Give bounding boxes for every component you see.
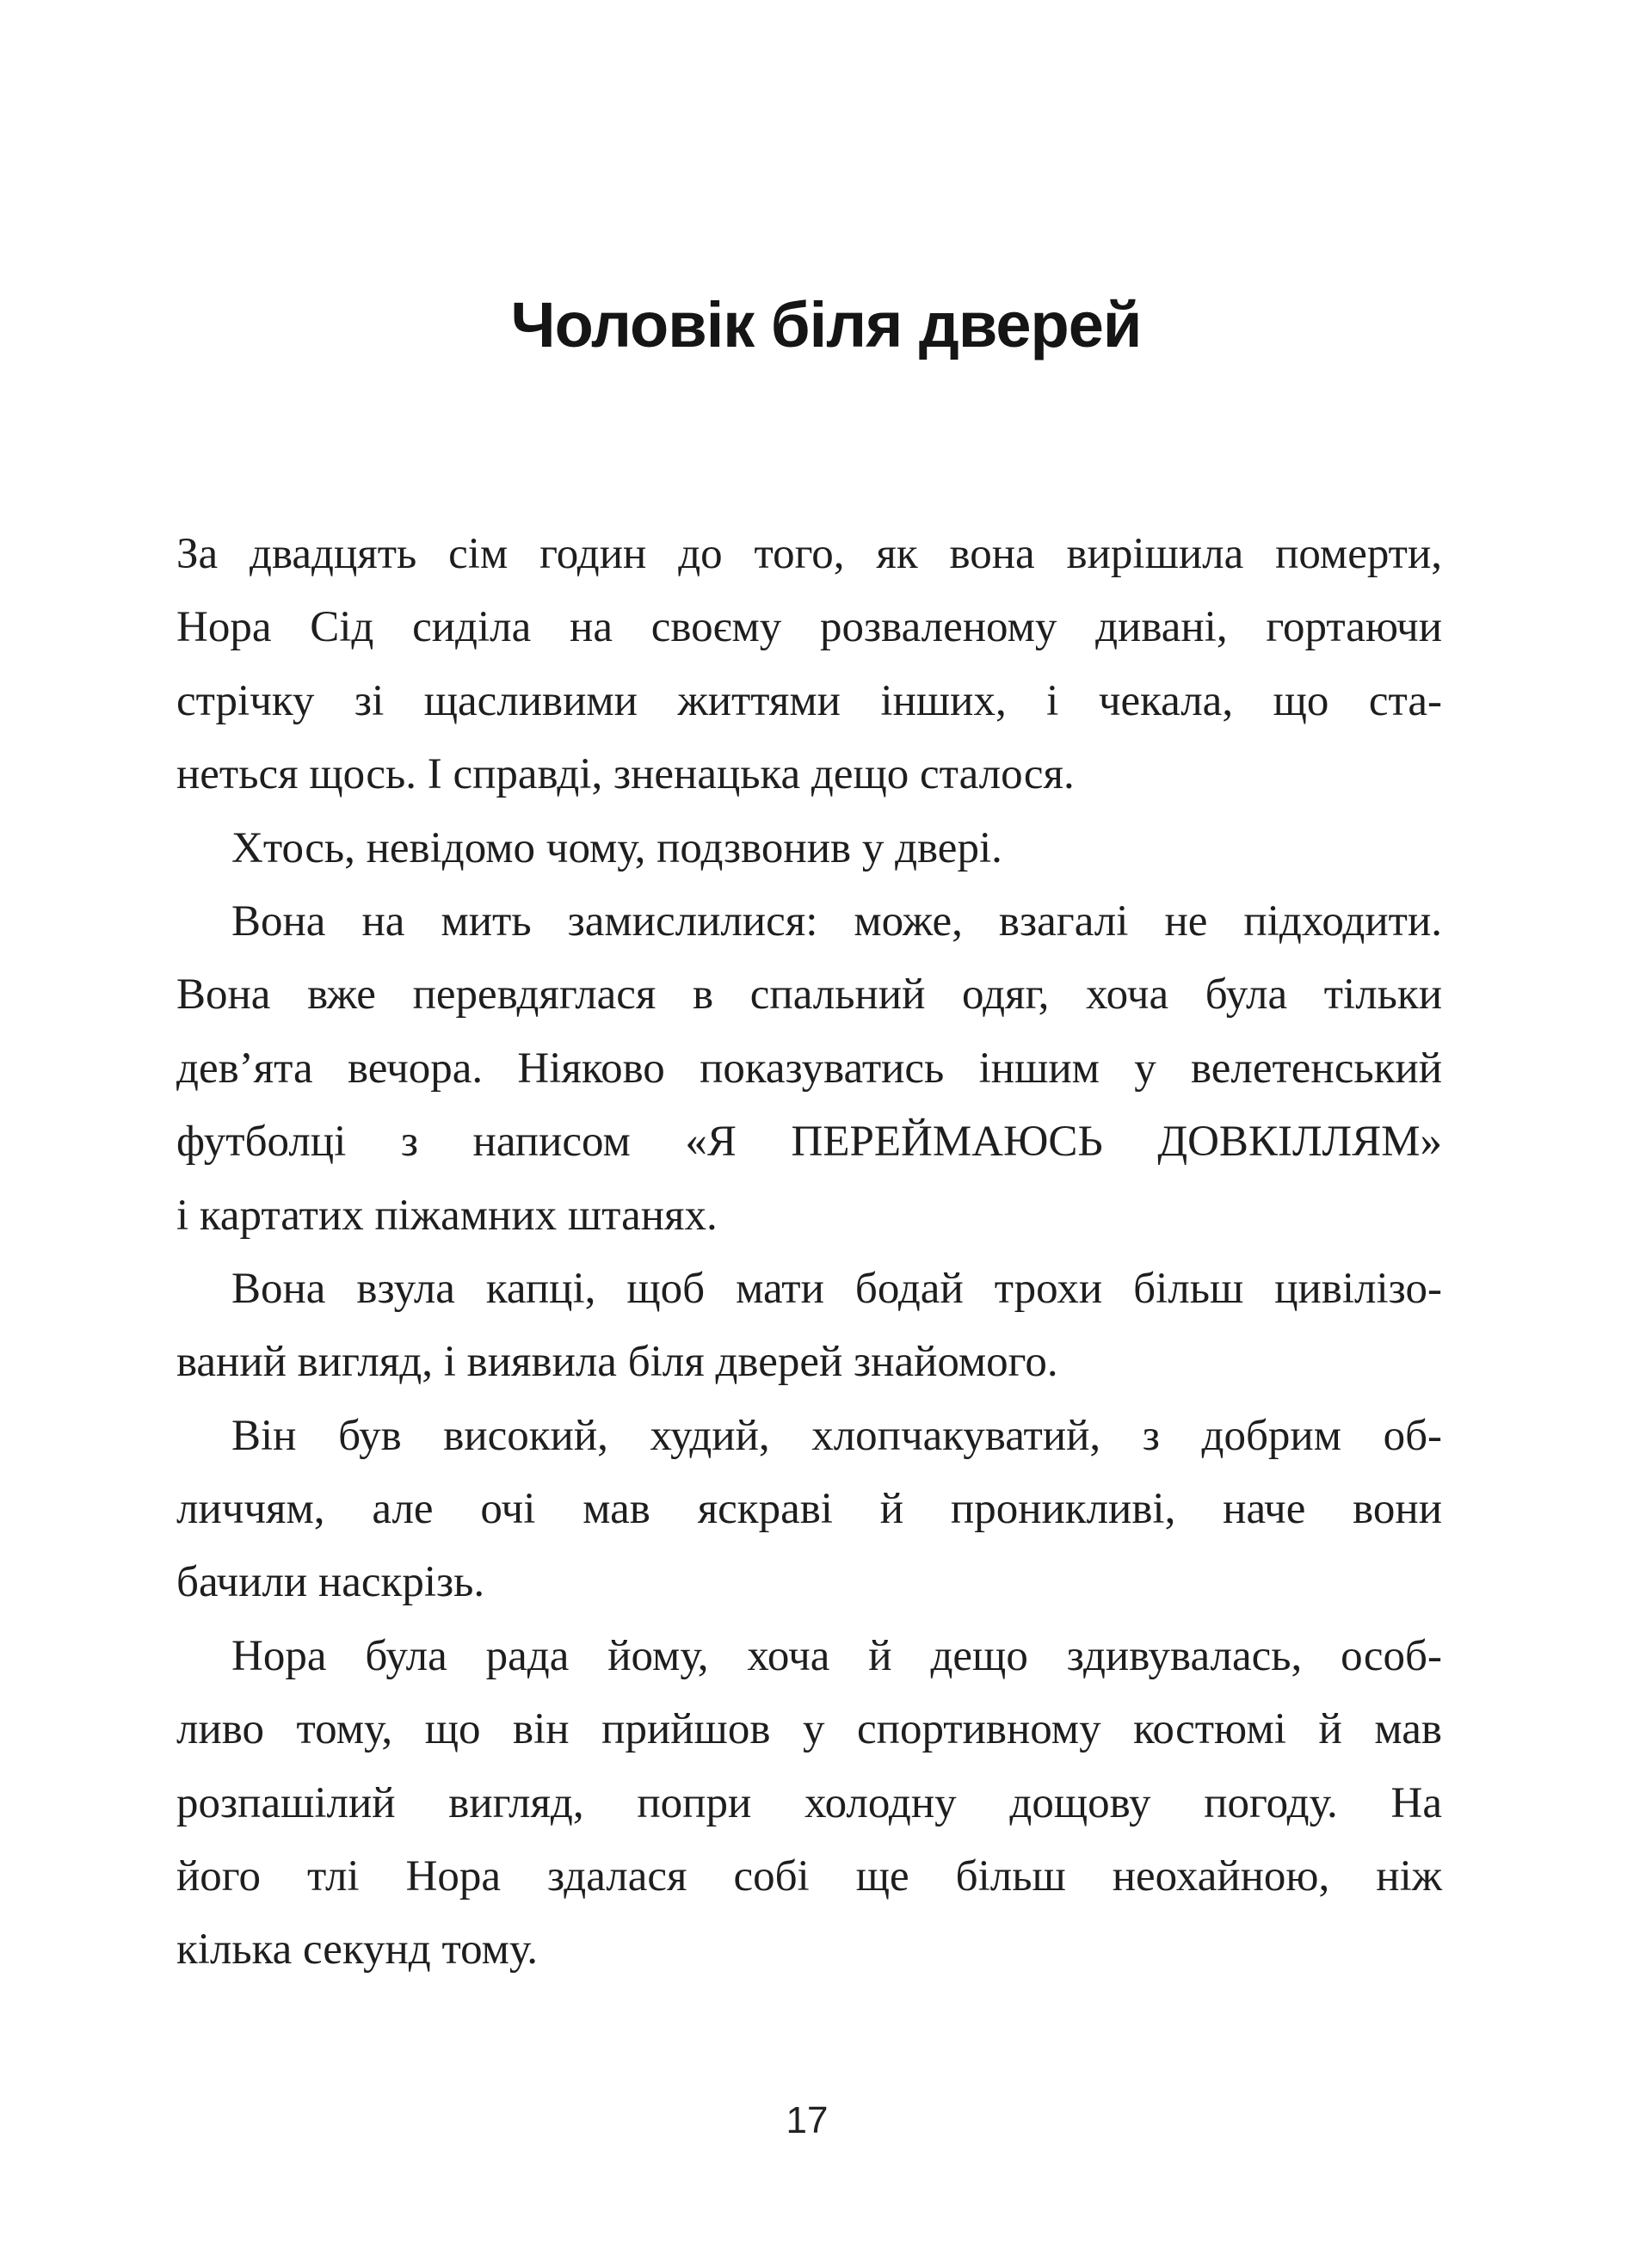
text-line: і картатих піжамних штанях. bbox=[176, 1191, 718, 1240]
text-line: За двадцять сім годин до того, як вона вирішила померти, bbox=[176, 530, 1442, 578]
text-line: стрічку зі щасливими життями інших, і чекала, що ста- bbox=[176, 676, 1442, 725]
text-line: Нора була рада йому, хоча й дещо здивувалась, особ- bbox=[231, 1631, 1442, 1680]
text-line: бачили наскрізь. bbox=[176, 1558, 485, 1607]
chapter-body bbox=[176, 518, 1442, 1987]
text-line: його тлі Нора здалася собі ще більш неохайною, ніж bbox=[176, 1852, 1442, 1901]
text-line: Вона взула капці, щоб мати бодай трохи більш цивілізо- bbox=[231, 1264, 1442, 1313]
text-line: неться щось. І справді, зненацька дещо сталося. bbox=[176, 750, 1075, 799]
text-line: Вона на мить замислилися: може, взагалі не підходити. bbox=[231, 896, 1442, 946]
chapter-title: Чоловік біля дверей bbox=[510, 289, 1142, 360]
text-line: Нора Сід сиділа на своєму розваленому дивані, гортаючи bbox=[176, 603, 1442, 652]
text-line: ваний вигляд, і виявила біля дверей знайомого. bbox=[176, 1338, 1058, 1387]
page-number: 17 bbox=[786, 2099, 829, 2141]
text-line: Хтось, невідомо чому, подзвонив у двері. bbox=[231, 823, 1002, 872]
text-line: дев’ята вечора. Ніяково показуватись іншим у велетенський bbox=[176, 1044, 1442, 1093]
text-line: Він був високий, худий, хлопчакуватий, з добрим об- bbox=[231, 1411, 1442, 1460]
text-line: кілька секунд тому. bbox=[176, 1925, 539, 1974]
text-line: ливо тому, що він прийшов у спортивному костюмі й мав bbox=[176, 1705, 1442, 1754]
text-line: личчям, але очі мав яскраві й проникливі, наче вони bbox=[176, 1485, 1442, 1534]
text-line: розпашілий вигляд, попри холодну дощову погоду. На bbox=[176, 1778, 1442, 1827]
text-line: футболці з написом «Я ПЕРЕЙМАЮСЬ ДОВКІЛЛЯМ» bbox=[176, 1118, 1442, 1167]
text-line: Вона вже перевдяглася в спальний одяг, хоча була тільки bbox=[176, 970, 1442, 1020]
